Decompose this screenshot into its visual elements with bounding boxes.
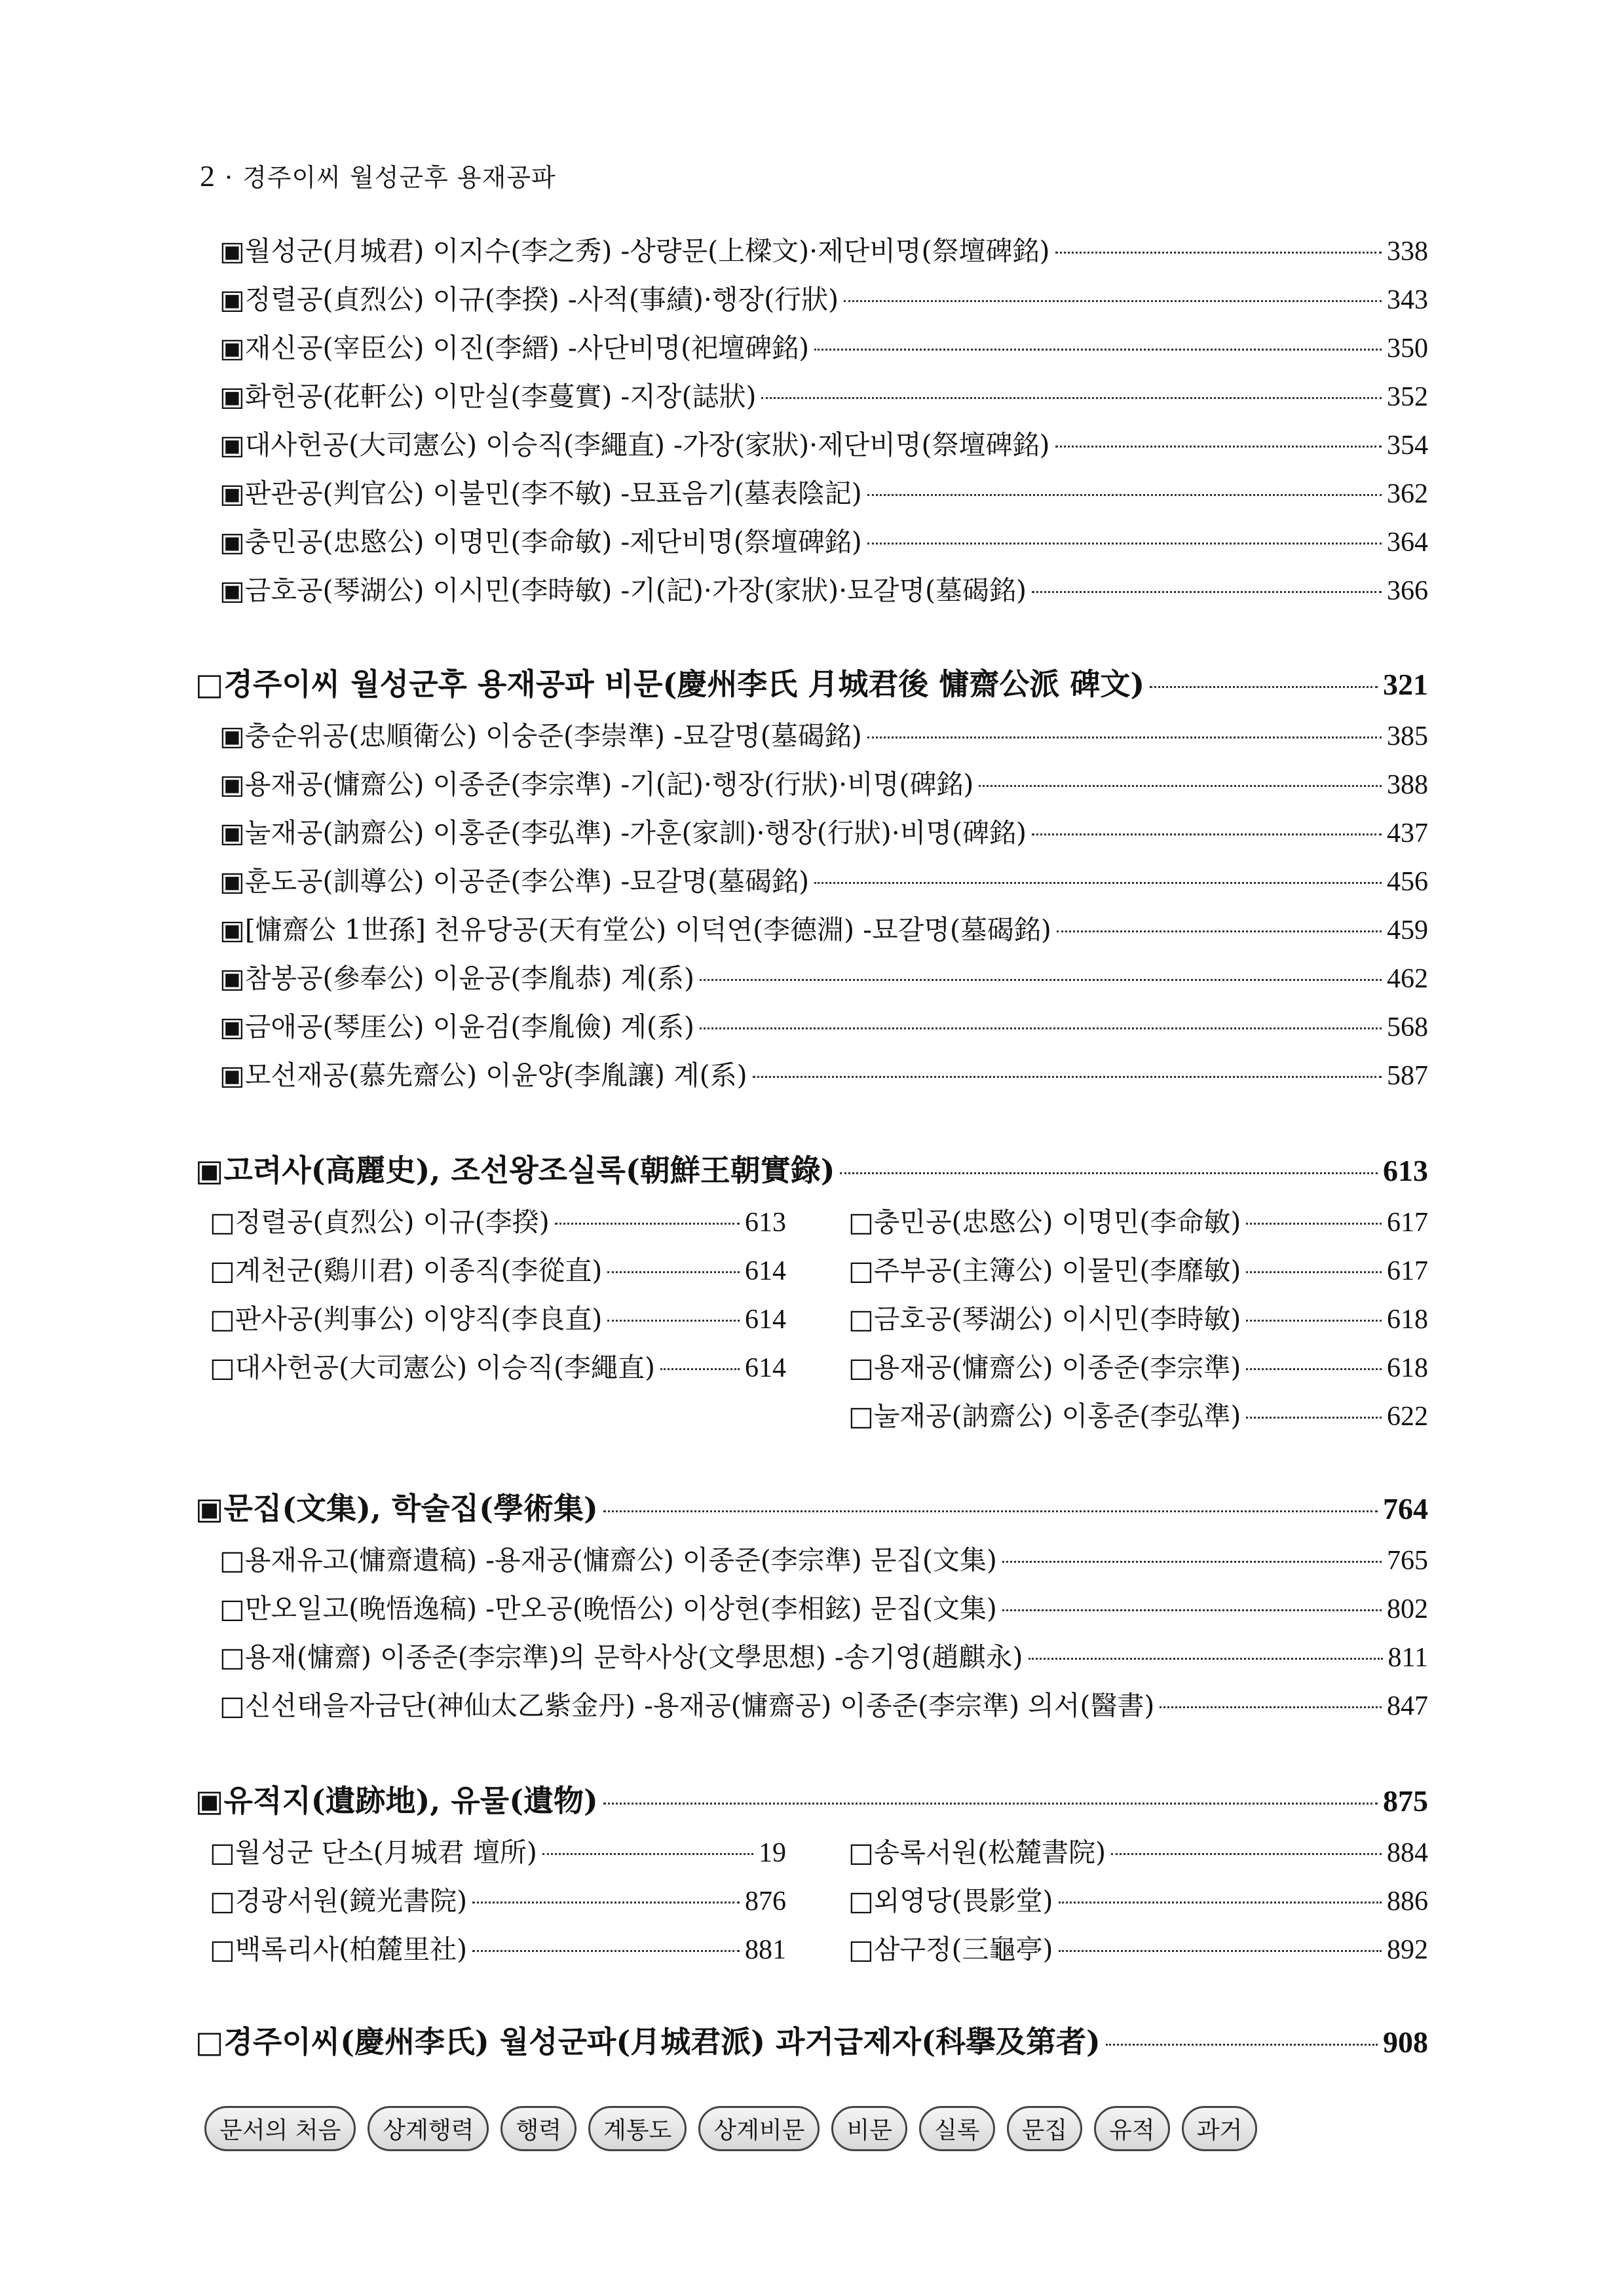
toc-entry[interactable] (848, 1297, 1428, 1337)
toc-page-number: 388 (1387, 770, 1428, 800)
toc-entry[interactable] (219, 472, 1428, 511)
dot-leader (867, 737, 1382, 738)
toc-page-number: 618 (1387, 1305, 1428, 1335)
dot-leader (1246, 1417, 1382, 1419)
nav-button-inscriptions[interactable]: 비문 (831, 2106, 907, 2151)
dot-leader (1059, 1950, 1382, 1952)
toc-entry-title: □만오일고(晩悟逸稿) -만오공(晩悟公) 이상현(李相鉉) 문집(文集) (219, 1593, 997, 1624)
toc-entry[interactable] (210, 1879, 786, 1919)
dot-leader (840, 1172, 1378, 1174)
toc-entry[interactable] (848, 1879, 1428, 1919)
dot-leader (603, 1803, 1378, 1805)
nav-button-document-start[interactable]: 문서의 처음 (204, 2106, 356, 2151)
toc-page-number: 614 (745, 1305, 786, 1335)
toc-entry-title: ▣화헌공(花軒公) 이만실(李蔓實) -지장(誌狀) (219, 381, 757, 412)
nav-button-ancestor-inscriptions[interactable]: 상계비문 (698, 2106, 820, 2151)
toc-entry-title: □금호공(琴湖公) 이시민(李時敏) (848, 1303, 1241, 1335)
nav-button-record[interactable]: 행력 (500, 2106, 576, 2151)
toc-entry[interactable] (210, 1928, 786, 1967)
toc-entry[interactable] (848, 1200, 1428, 1240)
toc-entry[interactable] (219, 569, 1428, 608)
toc-entry[interactable] (219, 811, 1428, 851)
toc-page-number: 881 (745, 1935, 786, 1965)
toc-entry[interactable] (219, 1587, 1428, 1626)
dot-leader (660, 1368, 740, 1370)
toc-entry[interactable] (219, 375, 1428, 414)
toc-page-number: 617 (1387, 1208, 1428, 1238)
section-heading-examinations[interactable] (195, 2018, 1428, 2061)
toc-entry-title: ▣용재공(慵齋公) 이종준(李宗準) -기(記)·행장(行狀)·비명(碑銘) (219, 769, 974, 800)
toc-page-number: 456 (1387, 867, 1428, 897)
toc-entry[interactable] (219, 1636, 1428, 1675)
toc-page-number: 622 (1387, 1402, 1428, 1432)
toc-page-number: 366 (1387, 576, 1428, 606)
toc-entry-title: ▣대사헌공(大司憲公) 이승직(李繩直) -가장(家狀)·제단비명(祭壇碑銘) (219, 429, 1050, 461)
toc-entry[interactable] (219, 423, 1428, 463)
nav-button-genealogy[interactable]: 계통도 (588, 2106, 687, 2151)
bottom-navigation (204, 2106, 1257, 2151)
dot-leader (753, 1076, 1382, 1078)
toc-entry-title: □정렬공(貞烈公) 이규(李揆) (210, 1206, 550, 1238)
toc-entry-title: □눌재공(訥齋公) 이홍준(李弘準) (848, 1400, 1241, 1432)
toc-entry-title: □삼구정(三龜亭) (848, 1934, 1053, 1965)
toc-entry-title: □경광서원(鏡光書院) (210, 1885, 468, 1917)
section-heading-annals[interactable] (195, 1147, 1428, 1190)
dot-leader (844, 300, 1382, 302)
toc-entry-title: □신선태을자금단(神仙太乙紫金丹) -용재공(慵齋공) 이종준(李宗準) 의서(醫書) (219, 1690, 1155, 1721)
toc-entry[interactable] (210, 1831, 786, 1870)
dot-leader (1246, 1368, 1382, 1370)
dot-leader (603, 1510, 1378, 1512)
dot-leader (472, 1902, 740, 1904)
toc-entry-title: □주부공(主簿公) 이물민(李靡敏) (848, 1255, 1241, 1286)
toc-entry[interactable] (848, 1249, 1428, 1288)
toc-entry[interactable] (210, 1200, 786, 1240)
dot-leader (1106, 2044, 1378, 2046)
toc-page-number: 462 (1387, 964, 1428, 994)
toc-entry[interactable] (219, 1684, 1428, 1723)
toc-page-number: 892 (1387, 1935, 1428, 1965)
dot-leader (1150, 686, 1378, 688)
dot-leader (867, 543, 1382, 545)
toc-entry[interactable] (219, 278, 1428, 317)
toc-entry-title: ▣참봉공(參奉公) 이윤공(李胤恭) 계(系) (219, 963, 695, 994)
nav-button-annals[interactable]: 실록 (919, 2106, 995, 2151)
section-title: ▣고려사(高麗史), 조선왕조실록(朝鮮王朝實錄) (195, 1153, 835, 1188)
toc-page-number: 350 (1387, 334, 1428, 364)
toc-page-number: 19 (759, 1838, 786, 1868)
toc-page-number: 811 (1388, 1643, 1428, 1673)
toc-entry-title: □용재공(慵齋公) 이종준(李宗準) (848, 1352, 1241, 1383)
toc-page-number: 765 (1387, 1546, 1428, 1576)
toc-entry-title: □계천군(鷄川君) 이종직(李從直) (210, 1255, 603, 1286)
header-separator: · (225, 163, 234, 192)
dot-leader (555, 1223, 740, 1225)
dot-leader (1002, 1561, 1382, 1563)
section-title: ▣유적지(遺跡地), 유물(遺物) (195, 1783, 598, 1818)
toc-entry-title: ▣월성군(月城君) 이지수(李之秀) -상량문(上樑文)·제단비명(祭壇碑銘) (219, 235, 1050, 267)
nav-button-collections[interactable]: 문집 (1007, 2106, 1083, 2151)
toc-page-number: 876 (745, 1886, 786, 1917)
toc-entry[interactable] (210, 1346, 786, 1385)
section-page-number: 613 (1383, 1154, 1428, 1187)
nav-button-examinations[interactable]: 과거 (1182, 2106, 1258, 2151)
dot-leader (607, 1320, 740, 1322)
toc-entry[interactable] (848, 1346, 1428, 1385)
toc-page-number: 568 (1387, 1012, 1428, 1043)
toc-page-number: 802 (1387, 1594, 1428, 1624)
toc-page-number: 364 (1387, 527, 1428, 558)
toc-entry-title: □월성군 단소(月城君 壇所) (210, 1837, 537, 1868)
toc-entry[interactable] (219, 957, 1428, 996)
dot-leader (1246, 1223, 1382, 1225)
toc-page-number: 343 (1387, 285, 1428, 315)
toc-page-number: 617 (1387, 1256, 1428, 1286)
toc-entry[interactable] (219, 229, 1428, 269)
dot-leader (1246, 1271, 1382, 1273)
toc-entry-title: □용재(慵齋) 이종준(李宗準)의 문학사상(文學思想) -송기영(趙麒永) (219, 1641, 1023, 1673)
toc-entry[interactable] (219, 714, 1428, 754)
toc-entry[interactable] (219, 1539, 1428, 1578)
section-page-number: 764 (1383, 1492, 1428, 1525)
toc-entry[interactable] (219, 1054, 1428, 1093)
toc-page-number: 587 (1387, 1061, 1428, 1091)
toc-entry-title: □대사헌공(大司憲公) 이승직(李繩直) (210, 1352, 655, 1383)
toc-entry-title: □판사공(判事公) 이양직(李良直) (210, 1303, 603, 1335)
toc-entry-title: ▣충순위공(忠順衛公) 이숭준(李崇準) -묘갈명(墓碣銘) (219, 720, 862, 752)
section-page-number: 875 (1383, 1784, 1428, 1818)
dot-leader (1055, 446, 1382, 448)
toc-entry-title: ▣판관공(判官公) 이불민(李不敏) -묘표음기(墓表陰記) (219, 478, 862, 509)
running-title: 경주이씨 월성군후 용재공파 (242, 163, 556, 192)
dot-leader (607, 1271, 740, 1273)
dot-leader (1032, 833, 1382, 835)
toc-page-number: 338 (1387, 237, 1428, 267)
section-page-number: 321 (1383, 668, 1428, 701)
toc-page-number: 884 (1387, 1838, 1428, 1868)
dot-leader (700, 1027, 1382, 1029)
toc-entry[interactable] (219, 326, 1428, 366)
toc-entry[interactable] (848, 1831, 1428, 1870)
page-header (200, 157, 556, 193)
dot-leader (1111, 1853, 1382, 1855)
dot-leader (1029, 1658, 1383, 1660)
toc-entry-title: ▣눌재공(訥齋公) 이홍준(李弘準) -가훈(家訓)·행장(行狀)·비명(碑銘) (219, 817, 1027, 849)
toc-entry[interactable] (848, 1394, 1428, 1434)
nav-button-ancestor-record[interactable]: 상계행력 (368, 2106, 489, 2151)
toc-entry[interactable] (210, 1297, 786, 1337)
section-page-number: 908 (1383, 2025, 1428, 2059)
dot-leader (700, 979, 1382, 981)
toc-entry-title: □외영당(畏影堂) (848, 1885, 1053, 1917)
toc-entry-title: □충민공(忠愍公) 이명민(李命敏) (848, 1206, 1241, 1238)
toc-page-number: 354 (1387, 430, 1428, 461)
toc-entry-title: ▣정렬공(貞烈公) 이규(李揆) -사적(事績)·행장(行狀) (219, 284, 839, 315)
toc-page-number: 614 (745, 1256, 786, 1286)
dot-leader (1059, 1902, 1382, 1904)
dot-leader (1002, 1609, 1382, 1611)
section-heading-collections[interactable] (195, 1485, 1428, 1528)
toc-entry-title: ▣훈도공(訓導公) 이공준(李公準) -묘갈명(墓碣銘) (219, 866, 810, 897)
toc-page-number: 613 (745, 1208, 786, 1238)
toc-entry[interactable] (210, 1249, 786, 1288)
toc-entry-title: ▣[慵齋公 1世孫] 천유당공(天有堂公) 이덕연(李德淵) -묘갈명(墓碣銘) (219, 914, 1051, 946)
dot-leader (1160, 1706, 1382, 1708)
dot-leader (542, 1853, 753, 1855)
toc-page-number: 618 (1387, 1353, 1428, 1383)
toc-entry[interactable] (848, 1928, 1428, 1967)
toc-page-number: 385 (1387, 721, 1428, 752)
section-title: ▣문집(文集), 학술집(學術集) (195, 1491, 598, 1526)
toc-entry-title: ▣재신공(宰臣公) 이진(李縉) -사단비명(祀壇碑銘) (219, 332, 810, 364)
section-heading-inscriptions[interactable] (195, 660, 1428, 704)
toc-entry[interactable] (219, 520, 1428, 560)
section-heading-relics[interactable] (195, 1777, 1428, 1820)
toc-entry[interactable] (219, 763, 1428, 802)
toc-page-number: 459 (1387, 915, 1428, 946)
toc-entry[interactable] (219, 1005, 1428, 1044)
dot-leader (761, 397, 1382, 399)
toc-page-number: 352 (1387, 382, 1428, 412)
dot-leader (472, 1950, 740, 1952)
toc-entry-title: ▣모선재공(慕先齋公) 이윤양(李胤讓) 계(系) (219, 1060, 747, 1091)
toc-page-number: 437 (1387, 818, 1428, 849)
dot-leader (1055, 252, 1382, 254)
section-title: □경주이씨 월성군후 용재공파 비문(慶州李氏 月城君後 慵齋公派 碑文) (195, 666, 1145, 702)
toc-entry-title: ▣금호공(琴湖公) 이시민(李時敏) -기(記)·가장(家狀)·묘갈명(墓碣銘) (219, 575, 1027, 606)
dot-leader (979, 785, 1382, 787)
toc-page-number: 886 (1387, 1886, 1428, 1917)
dot-leader (1032, 591, 1382, 593)
toc-entry[interactable] (219, 908, 1428, 947)
dot-leader (867, 494, 1382, 496)
dot-leader (814, 882, 1382, 884)
toc-entry-title: ▣충민공(忠愍公) 이명민(李命敏) -제단비명(祭壇碑銘) (219, 526, 862, 558)
section-title: □경주이씨(慶州李氏) 월성군파(月城君派) 과거급제자(科擧及第者) (195, 2024, 1101, 2059)
toc-page-number: 614 (745, 1353, 786, 1383)
toc-page-number: 847 (1387, 1691, 1428, 1721)
dot-leader (1057, 930, 1382, 932)
toc-page-number: 362 (1387, 479, 1428, 509)
toc-entry[interactable] (219, 860, 1428, 899)
dot-leader (814, 349, 1382, 351)
toc-entry-title: □백록리사(柏麓里社) (210, 1934, 468, 1965)
nav-button-relics[interactable]: 유적 (1094, 2106, 1170, 2151)
page-number: 2 (200, 159, 216, 193)
toc-entry-title: □용재유고(慵齋遺稿) -용재공(慵齋公) 이종준(李宗準) 문집(文集) (219, 1544, 997, 1576)
toc-entry-title: ▣금애공(琴厓公) 이윤검(李胤儉) 계(系) (219, 1011, 695, 1043)
toc-entry-title: □송록서원(松麓書院) (848, 1837, 1106, 1868)
dot-leader (1246, 1320, 1382, 1322)
